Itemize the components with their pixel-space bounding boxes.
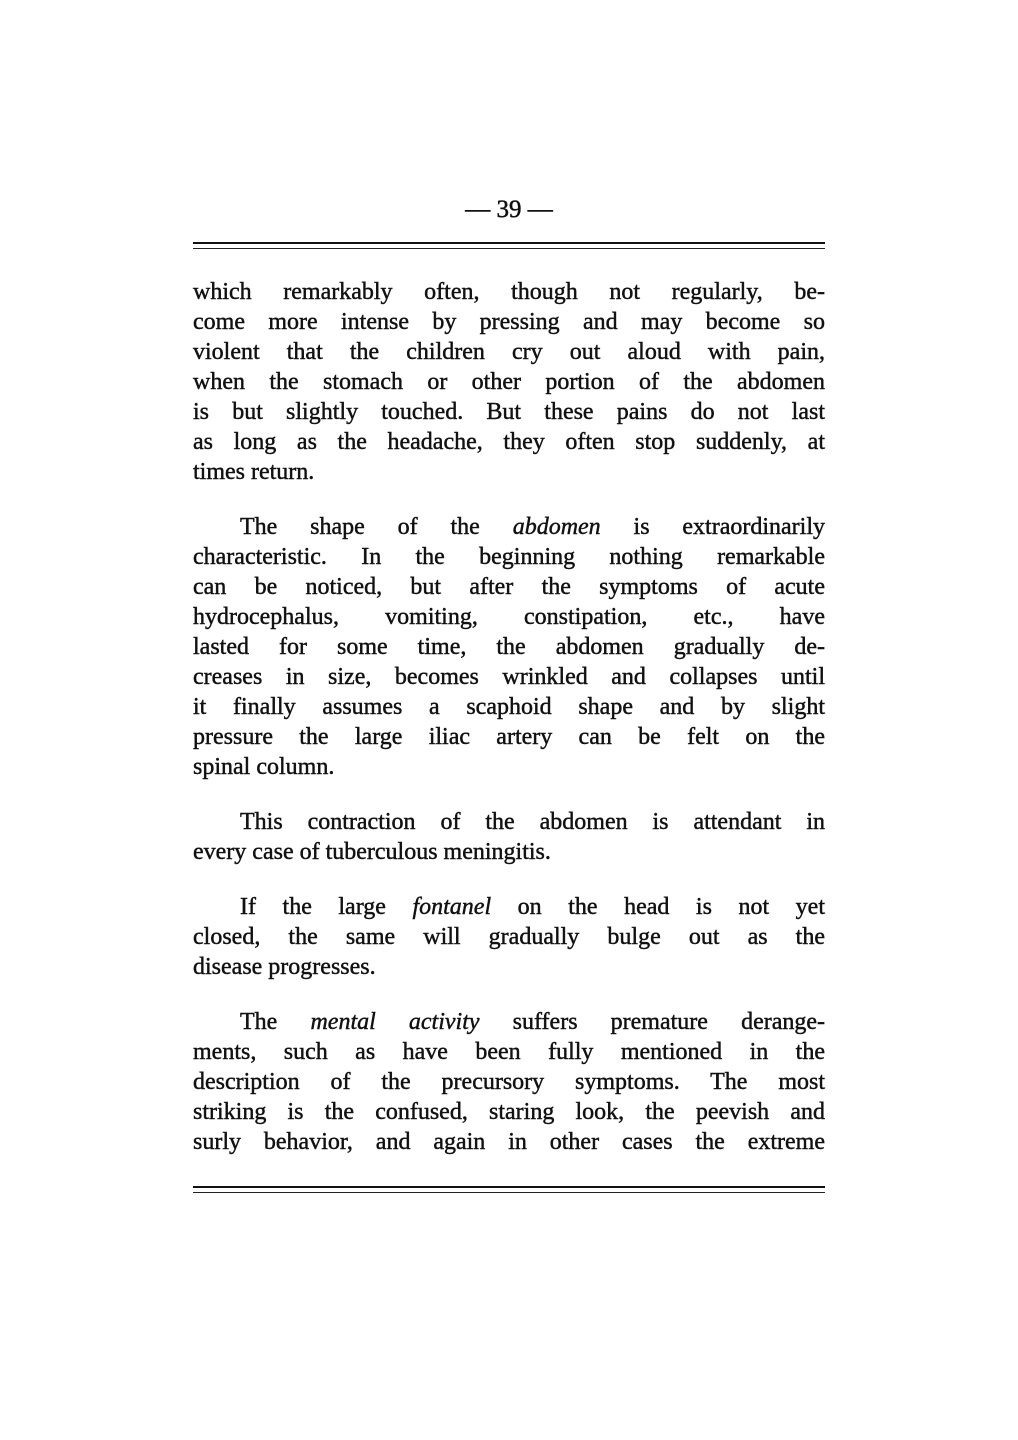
text-segment: is but slightly touched. But these pains do not last [193, 399, 825, 425]
text-line [193, 542, 825, 572]
text-line [193, 1037, 825, 1067]
text-line [193, 572, 825, 602]
text-line [193, 692, 825, 722]
body-text [193, 277, 825, 1182]
paragraph [193, 512, 825, 782]
text-line [193, 427, 825, 457]
text-segment: disease progresses. [193, 954, 376, 980]
paragraph [193, 1007, 825, 1157]
text-line [193, 922, 825, 952]
text-segment: hydrocephalus, vomiting, constipation, etc., have [193, 604, 825, 630]
header-rule [193, 242, 825, 249]
text-line [193, 662, 825, 692]
text-line [193, 892, 825, 922]
text-line [193, 722, 825, 752]
text-segment: The shape of the [240, 514, 513, 540]
italic-term: abdomen [512, 514, 601, 540]
text-line [193, 752, 825, 782]
text-segment: suffers premature derange- [479, 1009, 826, 1035]
italic-term: fontanel [412, 894, 492, 920]
text-line [193, 1007, 825, 1037]
text-line [193, 1127, 825, 1157]
text-line [193, 1067, 825, 1097]
text-line [193, 512, 825, 542]
text-line [193, 337, 825, 367]
text-line [193, 277, 825, 307]
text-segment: closed, the same will gradually bulge out as the [193, 924, 825, 950]
text-line [193, 1097, 825, 1127]
text-segment: pressure the large iliac artery can be felt on the [193, 724, 825, 750]
paragraph [193, 892, 825, 982]
text-line [193, 307, 825, 337]
text-segment: which remarkably often, though not regularly, be- [193, 279, 825, 305]
text-line [193, 397, 825, 427]
text-segment: come more intense by pressing and may become so [193, 309, 825, 335]
text-segment: description of the precursory symptoms. The most [193, 1069, 825, 1095]
footer-rule [193, 1186, 825, 1193]
text-segment: as long as the headache, they often stop suddenly, at [193, 429, 825, 455]
paragraph [193, 807, 825, 867]
text-line [193, 952, 825, 982]
text-line [193, 457, 825, 487]
text-segment: can be noticed, but after the symptoms of acute [193, 574, 825, 600]
text-segment: striking is the confused, staring look, the peevish and [193, 1099, 825, 1125]
page-number: — 39 — [465, 196, 553, 223]
text-line [193, 632, 825, 662]
text-segment: If the large [240, 894, 413, 920]
text-line [193, 837, 825, 867]
text-segment: is extraordinarily [600, 514, 825, 540]
text-segment: ments, such as have been fully mentioned in the [193, 1039, 825, 1065]
text-line [193, 807, 825, 837]
text-segment: on the head is not yet [491, 894, 825, 920]
paragraph [193, 277, 825, 487]
text-segment: surly behavior, and again in other cases the extreme [193, 1129, 825, 1155]
text-line [193, 367, 825, 397]
text-segment: characteristic. In the beginning nothing remarkable [193, 544, 825, 570]
text-segment: every case of tuberculous meningitis. [193, 839, 551, 865]
text-segment: lasted for some time, the abdomen gradually de- [193, 634, 825, 660]
text-segment: This contraction of the abdomen is attendant in [240, 809, 825, 835]
text-segment: it finally assumes a scaphoid shape and by slight [193, 694, 825, 720]
text-line [193, 602, 825, 632]
text-segment: The [240, 1009, 311, 1035]
text-segment: times return. [193, 459, 315, 485]
italic-term: mental activity [310, 1009, 480, 1035]
text-segment: violent that the children cry out aloud with pain, [193, 339, 825, 365]
text-segment: creases in size, becomes wrinkled and collapses until [193, 664, 825, 690]
text-segment: spinal column. [193, 754, 335, 780]
text-segment: when the stomach or other portion of the abdomen [193, 369, 825, 395]
